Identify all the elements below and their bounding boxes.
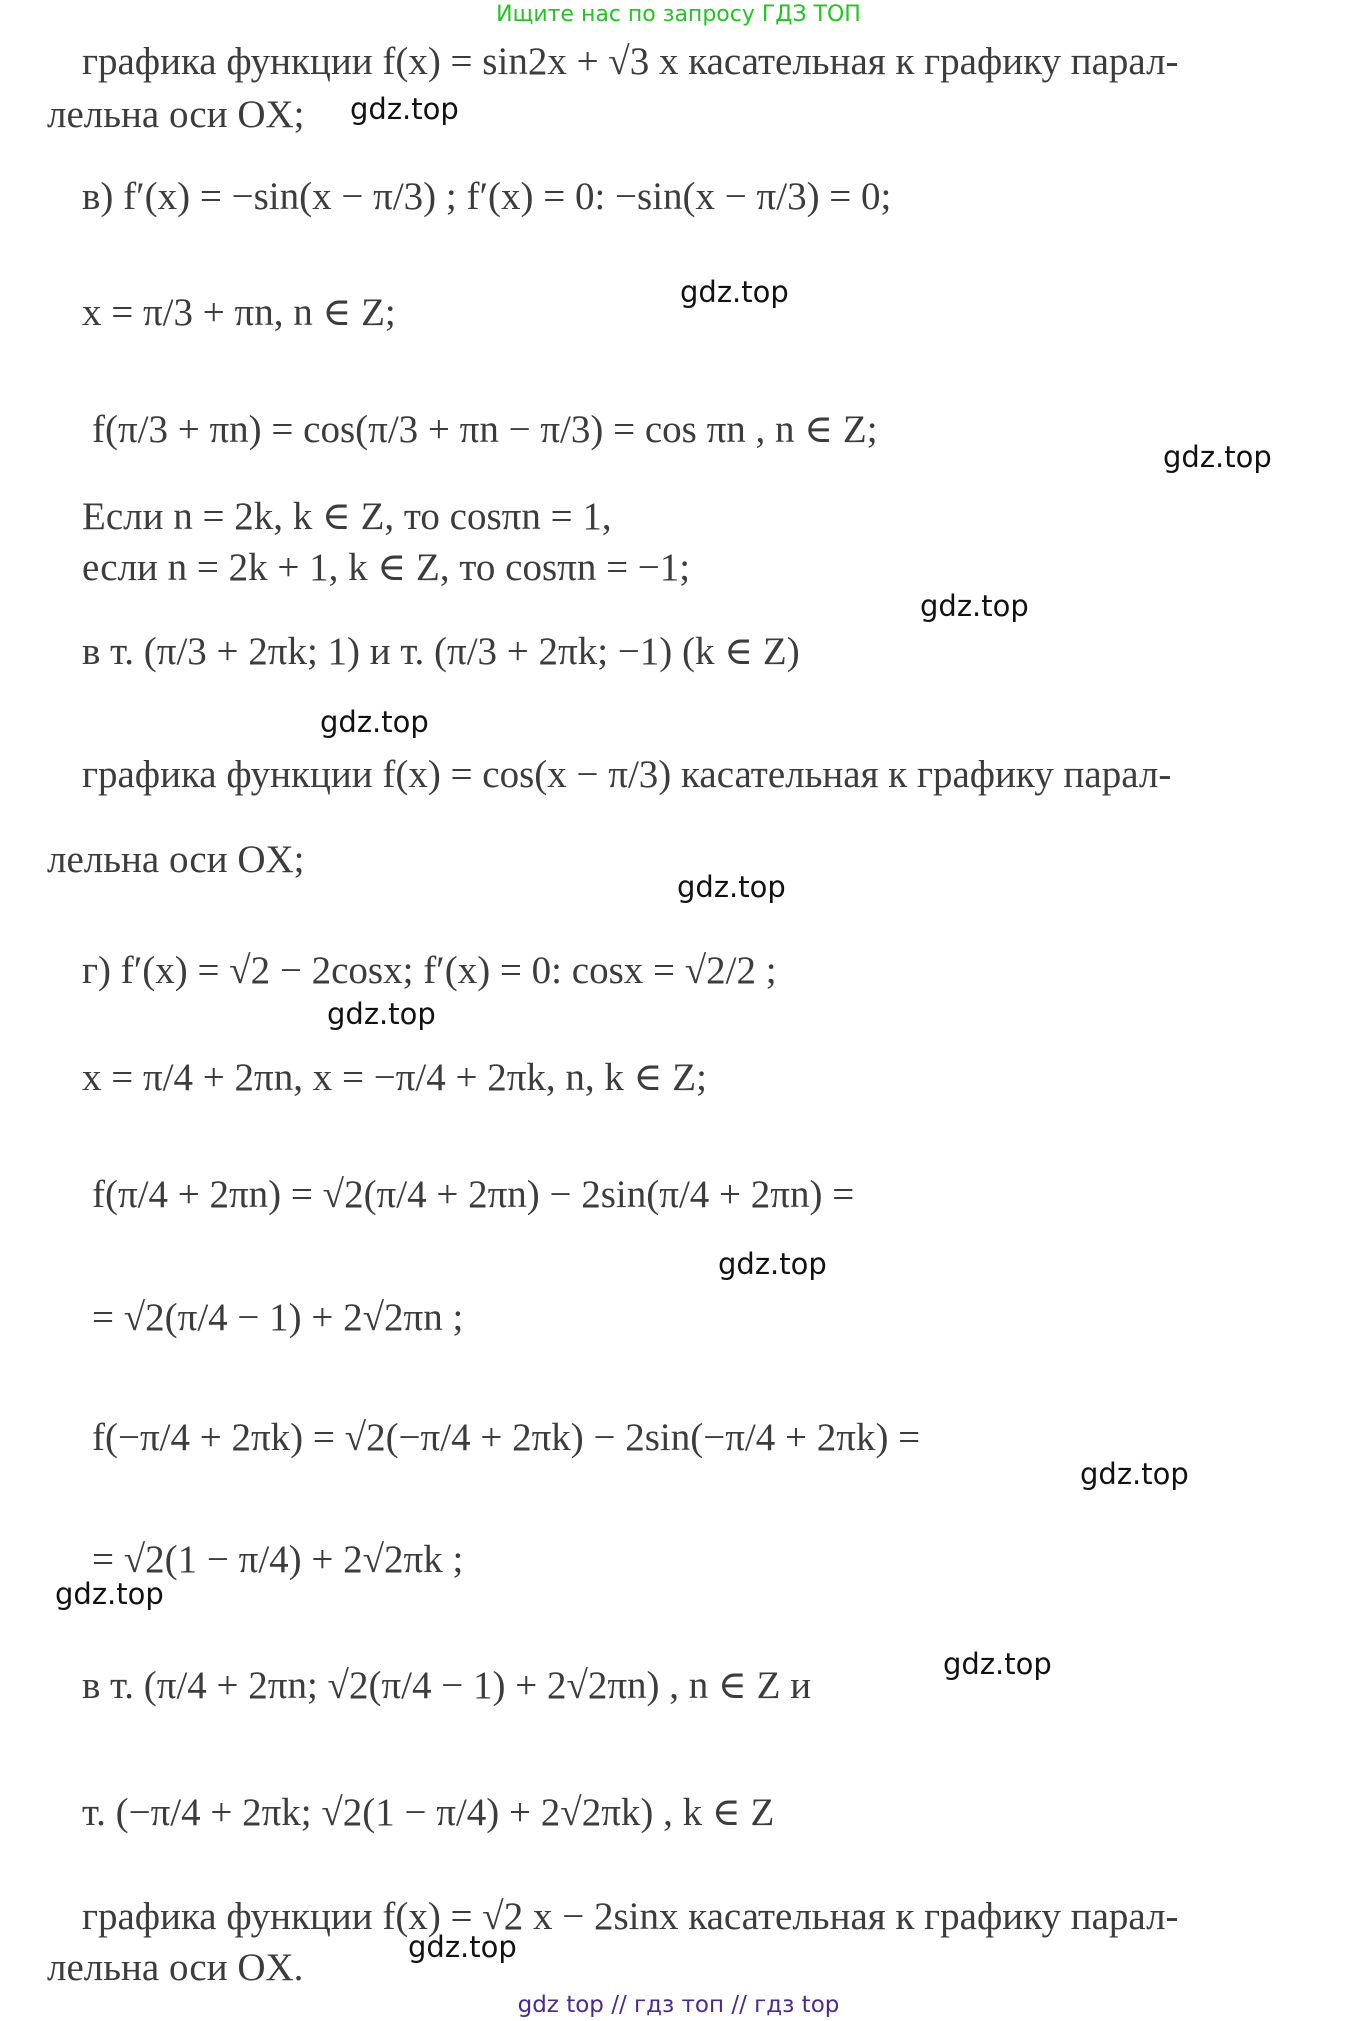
math-line: Если n = 2k, k ∈ Z, то cosπn = 1, — [82, 495, 612, 538]
watermark: gdz.top — [718, 1247, 827, 1281]
math-line: лельна оси OX. — [47, 1946, 304, 1989]
math-line: графика функции f(x) = cos(x − π/3) касательная к графику парал- — [82, 753, 1172, 796]
watermark: gdz.top — [1163, 440, 1272, 474]
watermark: gdz.top — [320, 705, 429, 739]
math-line: графика функции f(x) = sin2x + √3 x касательная к графику парал- — [82, 40, 1179, 83]
math-line: f(−π/4 + 2πk) = √2(−π/4 + 2πk) − 2sin(−π/4 + 2πk) = — [92, 1416, 921, 1459]
math-line: т. (−π/4 + 2πk; √2(1 − π/4) + 2√2πk) , k ∈ Z — [82, 1791, 775, 1834]
math-line: г) f′(x) = √2 − 2cosx; f′(x) = 0: cosx = √2/2 ; — [82, 949, 777, 992]
math-line: в т. (π/4 + 2πn; √2(π/4 − 1) + 2√2πn) , n ∈ Z и — [82, 1664, 812, 1707]
math-line: в т. (π/3 + 2πk; 1) и т. (π/3 + 2πk; −1) (k ∈ Z) — [82, 630, 800, 673]
footer-banner: gdz top // гдз топ // гдз top — [517, 1992, 840, 2018]
math-line: если n = 2k + 1, k ∈ Z, то cosπn = −1; — [82, 546, 691, 589]
watermark: gdz.top — [1080, 1457, 1189, 1491]
math-line: лельна оси OX; — [47, 93, 305, 136]
math-line: = √2(1 − π/4) + 2√2πk ; — [92, 1538, 464, 1581]
math-line: графика функции f(x) = √2 x − 2sinx касательная к графику парал- — [82, 1895, 1179, 1938]
header-banner: Ищите нас по запросу ГДЗ ТОП — [496, 2, 861, 27]
watermark: gdz.top — [408, 1930, 517, 1964]
watermark: gdz.top — [350, 92, 459, 126]
math-line: f(π/3 + πn) = cos(π/3 + πn − π/3) = cos πn , n ∈ Z; — [92, 408, 878, 451]
watermark: gdz.top — [943, 1647, 1052, 1681]
math-line: лельна оси OX; — [47, 838, 305, 881]
watermark: gdz.top — [55, 1577, 164, 1611]
math-line: x = π/4 + 2πn, x = −π/4 + 2πk, n, k ∈ Z; — [82, 1056, 707, 1099]
watermark: gdz.top — [680, 275, 789, 309]
watermark: gdz.top — [677, 870, 786, 904]
math-line: f(π/4 + 2πn) = √2(π/4 + 2πn) − 2sin(π/4 + 2πn) = — [92, 1173, 855, 1216]
math-line: в) f′(x) = −sin(x − π/3) ; f′(x) = 0: −sin(x − π/3) = 0; — [82, 175, 892, 218]
watermark: gdz.top — [327, 997, 436, 1031]
math-line: x = π/3 + πn, n ∈ Z; — [82, 291, 396, 334]
watermark: gdz.top — [920, 589, 1029, 623]
math-line: = √2(π/4 − 1) + 2√2πn ; — [92, 1296, 464, 1339]
